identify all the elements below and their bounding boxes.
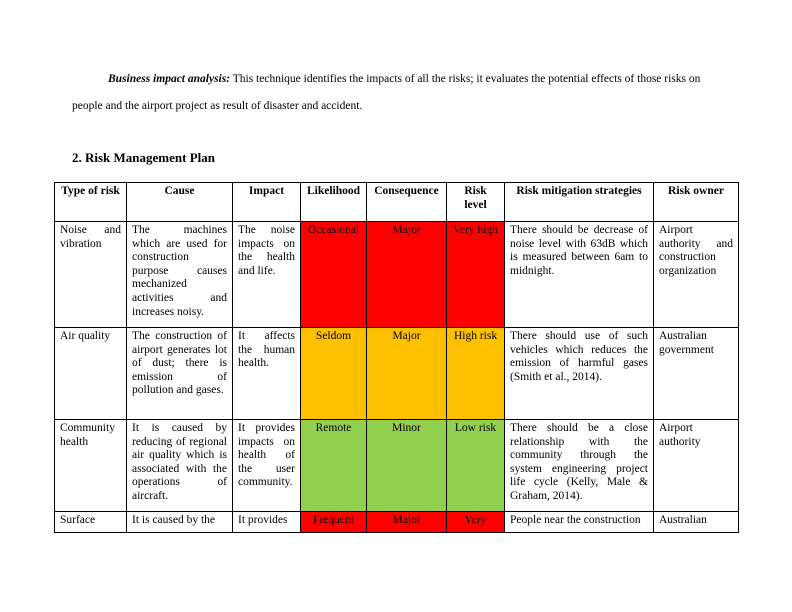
table-header-row (55, 183, 739, 222)
cell-consequence: Major (367, 222, 447, 328)
cell-cause: The construction of airport generates lot of dust; there is emission of pollution and gases. (127, 328, 233, 420)
table-row (55, 420, 739, 512)
cell-risk-level: Very (447, 512, 505, 533)
cell-type: Noise and vibration (55, 222, 127, 328)
cell-type: Surface (55, 512, 127, 533)
cell-consequence: Major (367, 328, 447, 420)
cell-cause: It is caused by the (127, 512, 233, 533)
cell-consequence: Minor (367, 420, 447, 512)
header-cause: Cause (127, 183, 233, 222)
cell-likelihood: Remote (301, 420, 367, 512)
intro-paragraph (72, 66, 722, 120)
cell-owner: Australian (654, 512, 739, 533)
cell-owner: Airport authority (654, 420, 739, 512)
cell-impact: It provides (233, 512, 301, 533)
table-row (55, 328, 739, 420)
cell-type: Air quality (55, 328, 127, 420)
cell-likelihood: Frequent (301, 512, 367, 533)
intro-text: This technique identifies the impacts of all the risks; it evaluates the potential effects of those risks on people and the airport project as result of disaster and accident. (72, 73, 701, 112)
header-consequence: Consequence (367, 183, 447, 222)
cell-owner: Australian government (654, 328, 739, 420)
cell-impact: It affects the human health. (233, 328, 301, 420)
cell-mitigation: People near the construction (505, 512, 654, 533)
cell-mitigation: There should be a close relationship with the community through the system engineering project life cycle (Kelly, Male & Graham, 2014). (505, 420, 654, 512)
table-row (55, 512, 739, 533)
header-mitigation: Risk mitigation strategies (505, 183, 654, 222)
table-row (55, 222, 739, 328)
header-likelihood: Likelihood (301, 183, 367, 222)
cell-risk-level: Low risk (447, 420, 505, 512)
risk-table (54, 182, 739, 533)
cell-impact: It provides impacts on health of the user community. (233, 420, 301, 512)
cell-mitigation: There should be decrease of noise level with 63dB which is measured between 6am to midnight. (505, 222, 654, 328)
header-impact: Impact (233, 183, 301, 222)
cell-mitigation: There should use of such vehicles which reduces the emission of harmful gases (Smith et al., 2014). (505, 328, 654, 420)
cell-likelihood: Occasional (301, 222, 367, 328)
cell-type: Community health (55, 420, 127, 512)
cell-risk-level: Very high (447, 222, 505, 328)
cell-likelihood: Seldom (301, 328, 367, 420)
header-owner: Risk owner (654, 183, 739, 222)
cell-cause: It is caused by reducing of regional air quality which is associated with the operations of aircraft. (127, 420, 233, 512)
cell-consequence: Major (367, 512, 447, 533)
cell-impact: The noise impacts on the health and life. (233, 222, 301, 328)
header-risk-level: Risk level (447, 183, 505, 222)
section-heading: 2. Risk Management Plan (72, 150, 215, 165)
cell-owner: Airport authority and construction organization (654, 222, 739, 328)
cell-cause: The machines which are used for construction purpose causes mechanized activities and increases noisy. (127, 222, 233, 328)
intro-label: Business impact analysis: (108, 73, 231, 85)
header-type: Type of risk (55, 183, 127, 222)
cell-risk-level: High risk (447, 328, 505, 420)
